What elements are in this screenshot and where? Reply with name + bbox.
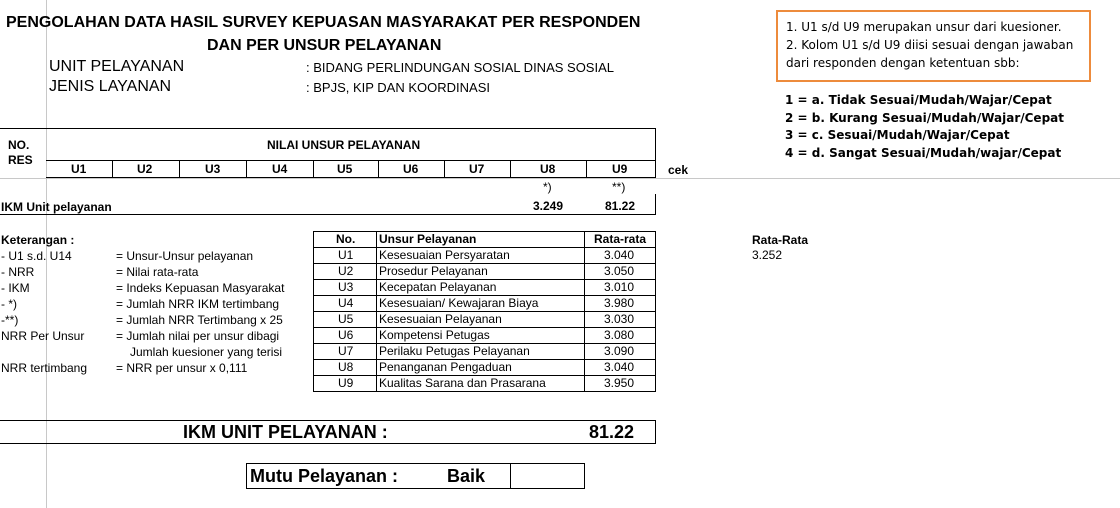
unsur-row-no: U4 xyxy=(338,296,354,310)
keterangan-term: - *) xyxy=(1,297,17,311)
unsur-row-no: U1 xyxy=(338,248,354,262)
unsur-row-no: U3 xyxy=(338,280,354,294)
keterangan-def: = NRR per unsur x 0,111 xyxy=(116,361,248,375)
ikm-total-border xyxy=(0,420,656,421)
ikm-right-border xyxy=(655,194,656,215)
unsur-row-val: 3.010 xyxy=(604,280,635,294)
keterangan-def: = Indeks Kepuasan Masyarakat xyxy=(116,281,285,295)
keterangan-term: - IKM xyxy=(1,281,30,295)
column-divider xyxy=(246,160,247,178)
unsur-row-name: Perilaku Petugas Pelayanan xyxy=(379,344,530,358)
rata-rata-value: 3.252 xyxy=(752,248,783,262)
unsur-row-val: 3.090 xyxy=(604,344,635,358)
unsur-row-name: Kualitas Sarana dan Prasarana xyxy=(379,376,546,390)
column-divider xyxy=(444,160,445,178)
unsur-row-val: 3.030 xyxy=(604,312,635,326)
note-line3: dari responden dengan ketentuan sbb: xyxy=(786,56,1020,70)
keterangan-def: Jumlah kuesioner yang terisi xyxy=(130,345,283,359)
unsur-row-no: U5 xyxy=(338,312,354,326)
keterangan-term: NRR tertimbang xyxy=(1,361,88,375)
unsur-row-name: Kesesuaian Pelayanan xyxy=(379,312,502,326)
col-header-u8: U8 xyxy=(540,162,556,176)
unsur-row-no: U2 xyxy=(338,264,354,278)
ikm-u9-value: 81.22 xyxy=(605,199,636,213)
legend-item: 4 = d. Sangat Sesuai/Mudah/wajar/Cepat xyxy=(785,146,1062,160)
table-border xyxy=(46,177,656,178)
unsur-row-name: Kesesuaian Persyaratan xyxy=(379,248,510,262)
unsur-row-name: Kompetensi Petugas xyxy=(379,328,490,342)
note-line2: 2. Kolom U1 s/d U9 diisi sesuai dengan jawaban xyxy=(786,38,1074,52)
page-title-line2: DAN PER UNSUR PELAYANAN xyxy=(207,37,442,54)
unsur-header-rata: Rata-rata xyxy=(594,232,647,246)
cek-label: cek xyxy=(668,163,689,177)
ikm-total-label: IKM UNIT PELAYANAN : xyxy=(183,422,388,442)
unit-label: UNIT PELAYANAN xyxy=(49,58,185,75)
col-header-u9: U9 xyxy=(612,162,628,176)
keterangan-def: = Nilai rata-rata xyxy=(116,265,199,279)
col-header-u2: U2 xyxy=(137,162,153,176)
unsur-row-name: Kesesuaian/ Kewajaran Biaya xyxy=(379,296,539,310)
mutu-value: Baik xyxy=(447,466,486,486)
unsur-row-val: 3.080 xyxy=(604,328,635,342)
unsur-row-val: 3.040 xyxy=(604,248,635,262)
rata-rata-label: Rata-Rata xyxy=(752,233,809,247)
unsur-row-name: Penanganan Pengaduan xyxy=(379,360,512,374)
unsur-row-no: U7 xyxy=(338,344,354,358)
page-title-line1: PENGOLAHAN DATA HASIL SURVEY KEPUASAN MASYARAKAT PER RESPONDEN xyxy=(6,14,641,31)
table-border xyxy=(0,128,656,129)
ikm-unit-label: IKM Unit pelayanan xyxy=(1,200,112,214)
col-header-u5: U5 xyxy=(337,162,353,176)
unit-value: : BIDANG PERLINDUNGAN SOSIAL DINAS SOSIAL xyxy=(306,60,614,75)
legend-item: 3 = c. Sesuai/Mudah/Wajar/Cepat xyxy=(785,128,1010,142)
nilai-unsur-header: NILAI UNSUR PELAYANAN xyxy=(267,138,421,152)
ikm-total-value: 81.22 xyxy=(589,422,635,442)
unsur-row-no: U8 xyxy=(338,360,354,374)
no-label: NO. xyxy=(8,138,30,152)
column-divider xyxy=(313,160,314,178)
legend-item: 2 = b. Kurang Sesuai/Mudah/Wajar/Cepat xyxy=(785,111,1064,125)
keterangan-term: - NRR xyxy=(1,265,35,279)
unsur-row-val: 3.040 xyxy=(604,360,635,374)
unsur-header-no: No. xyxy=(336,232,356,246)
column-divider xyxy=(510,160,511,178)
unsur-header-name: Unsur Pelayanan xyxy=(379,232,477,246)
table-border xyxy=(46,160,656,161)
col-header-u7: U7 xyxy=(469,162,485,176)
unsur-row-no: U9 xyxy=(338,376,354,390)
keterangan-def: = Jumlah NRR Tertimbang x 25 xyxy=(116,313,283,327)
keterangan-def: = Unsur-Unsur pelayanan xyxy=(116,249,254,263)
column-divider xyxy=(378,160,379,178)
legend-item: 1 = a. Tidak Sesuai/Mudah/Wajar/Cepat xyxy=(785,93,1052,107)
column-divider xyxy=(112,160,113,178)
footnote-mark: *) xyxy=(543,180,552,194)
jenis-value: : BPJS, KIP DAN KOORDINASI xyxy=(306,80,490,95)
column-divider xyxy=(179,160,180,178)
unsur-row-no: U6 xyxy=(338,328,354,342)
col-header-u4: U4 xyxy=(272,162,288,176)
table-border xyxy=(655,128,656,178)
col-header-u6: U6 xyxy=(403,162,419,176)
column-divider xyxy=(586,160,587,178)
keterangan-term: -**) xyxy=(1,313,19,327)
col-header-u3: U3 xyxy=(205,162,221,176)
unsur-row-name: Prosedur Pelayanan xyxy=(379,264,488,278)
keterangan-def: = Jumlah nilai per unsur dibagi xyxy=(116,329,280,343)
ikm-total-border xyxy=(655,420,656,444)
row-gridline xyxy=(0,178,1120,179)
ikm-underline xyxy=(0,214,656,215)
unsur-row-val: 3.050 xyxy=(604,264,635,278)
note-line1: 1. U1 s/d U9 merupakan unsur dari kuesioner. xyxy=(786,20,1062,34)
col-header-u1: U1 xyxy=(71,162,87,176)
note-box xyxy=(776,10,1091,82)
keterangan-term: NRR Per Unsur xyxy=(1,329,85,343)
keterangan-def: = Jumlah NRR IKM tertimbang xyxy=(116,297,280,311)
res-label: RES xyxy=(8,153,33,167)
unsur-row-val: 3.980 xyxy=(604,296,635,310)
unsur-row-name: Kecepatan Pelayanan xyxy=(379,280,497,294)
ikm-total-border xyxy=(0,443,656,444)
keterangan-term: - U1 s.d. U14 xyxy=(1,249,72,263)
ikm-u8-value: 3.249 xyxy=(533,199,564,213)
keterangan-title: Keterangan : xyxy=(1,233,75,247)
jenis-label: JENIS LAYANAN xyxy=(49,78,172,95)
mutu-label: Mutu Pelayanan : xyxy=(250,466,399,486)
footnote-mark: **) xyxy=(612,180,626,194)
unsur-row-val: 3.950 xyxy=(604,376,635,390)
mutu-divider xyxy=(510,463,511,489)
